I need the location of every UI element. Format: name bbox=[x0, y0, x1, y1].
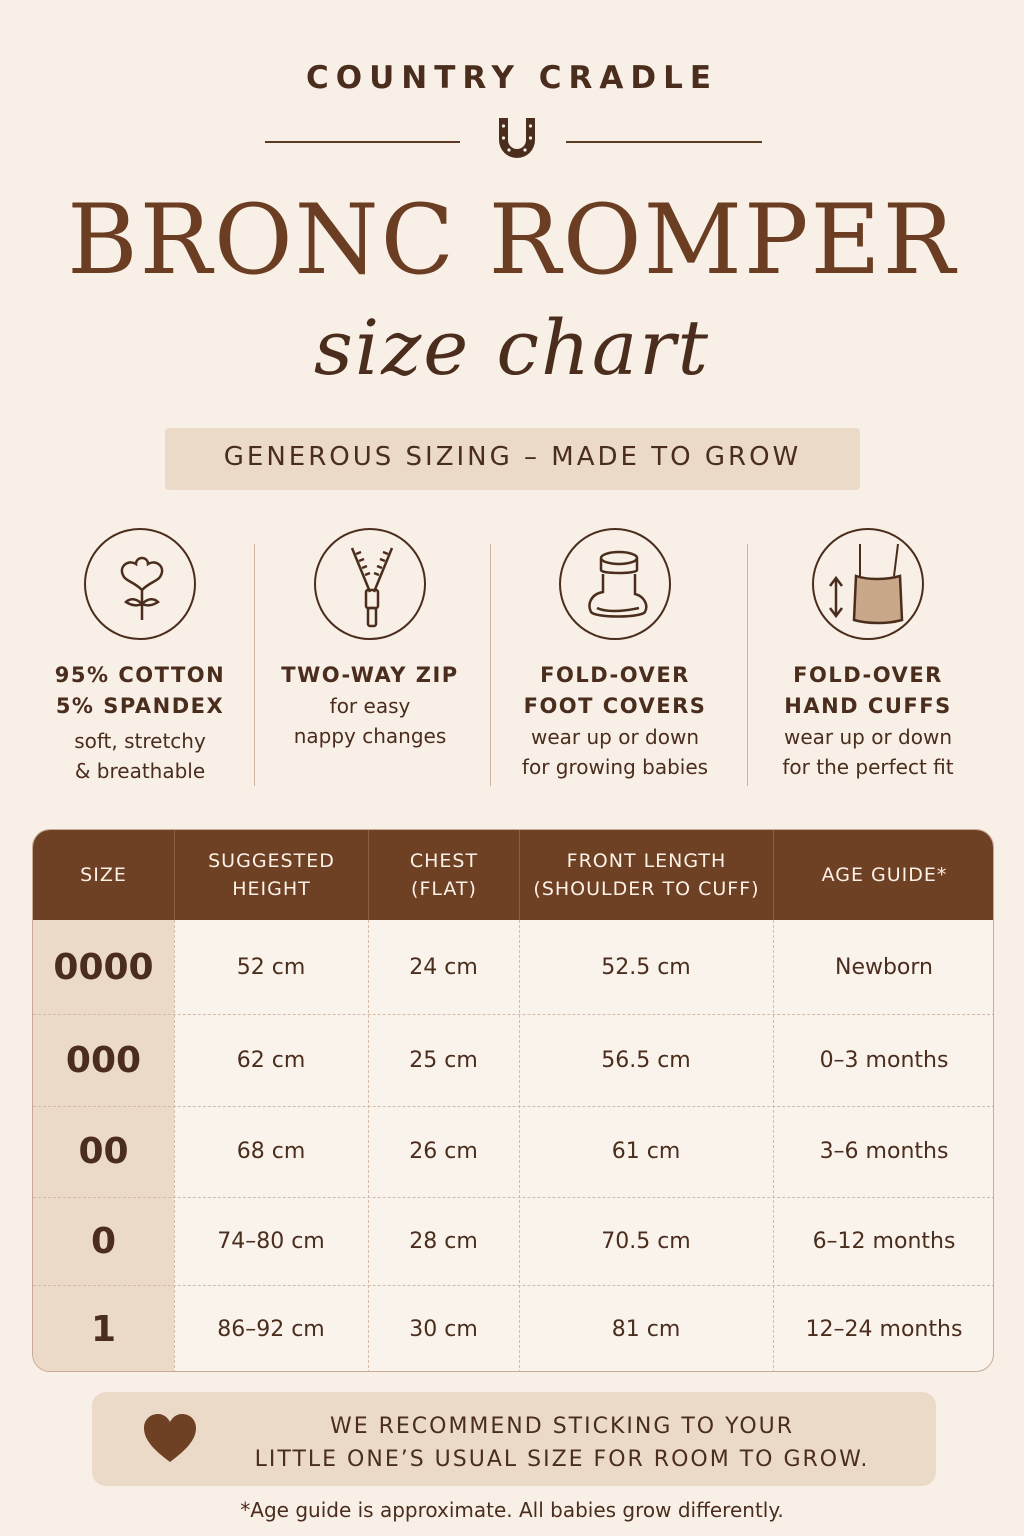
feature-foot-covers bbox=[505, 528, 725, 782]
cell-age: 0–3 months bbox=[819, 1047, 949, 1073]
feature-desc: & breathable bbox=[74, 759, 206, 783]
tagline-text: GENEROUS SIZING – MADE TO GROW bbox=[223, 442, 802, 472]
feature-title: FOLD-OVER bbox=[793, 663, 943, 687]
cell-size: 1 bbox=[90, 1308, 117, 1350]
feature-desc: nappy changes bbox=[293, 724, 447, 748]
feature-desc: for the perfect fit bbox=[782, 755, 954, 779]
size-table bbox=[32, 829, 994, 1372]
cell-age: 12–24 months bbox=[805, 1316, 963, 1342]
feature-title: TWO-WAY ZIP bbox=[281, 663, 459, 687]
cell-length: 52.5 cm bbox=[601, 954, 691, 980]
cell-age: Newborn bbox=[834, 954, 933, 980]
header-age-guide: AGE GUIDE* bbox=[773, 830, 994, 920]
product-title: BRONC ROMPER bbox=[67, 184, 957, 296]
feature-title: 95% COTTON bbox=[54, 663, 226, 687]
cell-length: 61 cm bbox=[611, 1139, 681, 1164]
cell-chest: 30 cm bbox=[409, 1316, 478, 1342]
cell-length: 56.5 cm bbox=[601, 1047, 691, 1073]
cotton-icon bbox=[84, 528, 196, 640]
feature-divider bbox=[490, 544, 491, 786]
note-line: WE RECOMMEND STICKING TO YOUR bbox=[329, 1414, 795, 1439]
feature-divider bbox=[254, 544, 255, 786]
cell-chest: 25 cm bbox=[409, 1047, 478, 1073]
cell-size: 000 bbox=[65, 1039, 142, 1081]
feature-desc: wear up or down bbox=[783, 725, 952, 749]
feature-title: 5% SPANDEX bbox=[55, 694, 225, 718]
cell-age: 3–6 months bbox=[819, 1139, 949, 1164]
note-line: LITTLE ONE’S USUAL SIZE FOR ROOM TO GROW. bbox=[254, 1447, 870, 1472]
table-row bbox=[33, 1014, 994, 1106]
header-height: SUGGESTED HEIGHT bbox=[174, 830, 368, 920]
cell-size: 0000 bbox=[53, 946, 154, 988]
recommendation-note bbox=[92, 1392, 936, 1486]
feature-hand-cuffs bbox=[758, 528, 978, 782]
cell-height: 62 cm bbox=[236, 1047, 306, 1073]
cell-chest: 26 cm bbox=[409, 1139, 478, 1164]
feature-desc: wear up or down bbox=[530, 725, 699, 749]
header-chest: CHEST (FLAT) bbox=[368, 830, 519, 920]
sock-icon bbox=[559, 528, 671, 640]
footnote: *Age guide is approximate. All babies grow differently. bbox=[240, 1498, 784, 1522]
divider-left bbox=[265, 141, 460, 143]
divider-right bbox=[566, 141, 762, 143]
feature-title: FOLD-OVER bbox=[540, 663, 690, 687]
header-front-length: FRONT LENGTH (SHOULDER TO CUFF) bbox=[519, 830, 773, 920]
table-row bbox=[33, 1106, 994, 1197]
cuff-icon bbox=[812, 528, 924, 640]
cell-chest: 24 cm bbox=[409, 954, 478, 980]
feature-desc: for easy bbox=[329, 694, 411, 718]
cell-size: 0 bbox=[90, 1220, 117, 1262]
zipper-icon bbox=[314, 528, 426, 640]
table-row bbox=[33, 1285, 994, 1372]
cell-height: 86–92 cm bbox=[217, 1316, 325, 1342]
feature-desc: for growing babies bbox=[521, 755, 709, 779]
cell-height: 68 cm bbox=[236, 1139, 306, 1164]
heart-icon bbox=[142, 1412, 198, 1464]
feature-fabric bbox=[40, 528, 240, 786]
cell-length: 81 cm bbox=[611, 1316, 681, 1342]
table-row bbox=[33, 1197, 994, 1285]
feature-title: HAND CUFFS bbox=[784, 694, 952, 718]
header-size: SIZE bbox=[80, 864, 127, 886]
feature-divider bbox=[747, 544, 748, 786]
table-header bbox=[33, 830, 994, 920]
brand-name: COUNTRY CRADLE bbox=[305, 60, 719, 96]
feature-desc: soft, stretchy bbox=[74, 729, 206, 753]
cell-height: 74–80 cm bbox=[217, 1228, 325, 1254]
cell-length: 70.5 cm bbox=[601, 1228, 691, 1254]
horseshoe-icon bbox=[490, 112, 544, 168]
script-subtitle: size chart bbox=[313, 303, 711, 392]
cell-height: 52 cm bbox=[236, 954, 306, 980]
feature-zip bbox=[270, 528, 470, 751]
table-row bbox=[33, 920, 994, 1014]
feature-title: FOOT COVERS bbox=[523, 694, 707, 718]
cell-age: 6–12 months bbox=[812, 1228, 956, 1254]
cell-chest: 28 cm bbox=[409, 1228, 478, 1254]
cell-size: 00 bbox=[78, 1131, 129, 1172]
